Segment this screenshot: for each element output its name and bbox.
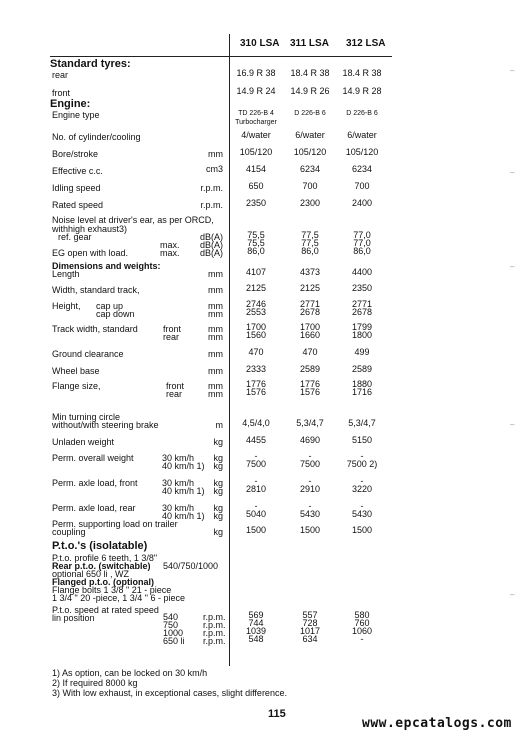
value-cell: 77,0	[353, 230, 371, 240]
row-label: Width, standard track,	[52, 285, 140, 295]
row-label: ref. gear	[58, 232, 92, 242]
value-cell: 2350	[245, 198, 267, 208]
row-label: Length	[52, 269, 80, 279]
pto-line: optional 650 li , WZ	[52, 569, 130, 579]
value-cell: 2678	[299, 307, 321, 317]
pto-line: Rear p.t.o. (switchable)	[52, 561, 151, 571]
row-label: Wheel base	[52, 366, 100, 376]
unit-label: kg	[213, 437, 223, 447]
value-cell: -	[360, 451, 364, 461]
value-cell: 14.9 R 26	[290, 86, 330, 96]
value-cell: D 226-B 6	[346, 110, 378, 117]
value-cell: 760	[354, 618, 370, 628]
value-cell: 1017	[299, 626, 321, 636]
column-header-310: 310 LSA	[240, 38, 280, 49]
value-cell: 6/water	[295, 130, 325, 140]
value-cell: 2910	[299, 484, 321, 494]
value-cell: 1500	[245, 525, 267, 535]
value-cell: 5,3/4,7	[296, 418, 324, 428]
scan-mark: –	[510, 420, 515, 429]
unit-label: mm	[208, 389, 223, 399]
section-title-dimensions: Dimensions and weights:	[52, 261, 161, 271]
value-cell: -	[254, 501, 258, 511]
value-note: Turbocharger	[235, 119, 277, 126]
value-cell: 14.9 R 28	[342, 86, 382, 96]
value-cell: -	[308, 451, 312, 461]
value-cell: 1576	[299, 387, 321, 397]
row-label: P.t.o. speed at rated speed	[52, 605, 159, 615]
value-cell: 4/water	[241, 130, 271, 140]
row-label: Min turning circle	[52, 412, 121, 422]
value-cell: 2400	[351, 198, 373, 208]
value-cell: 2589	[299, 364, 321, 374]
unit-label: mm	[208, 285, 223, 295]
value-cell: 2125	[245, 283, 267, 293]
row-label: Perm. overall weight	[52, 453, 134, 463]
section-title-pto: P.t.o.'s (isolatable)	[52, 540, 148, 552]
value-cell: 1500	[299, 525, 321, 535]
value-cell: 1660	[299, 330, 321, 340]
unit-label: mm	[208, 332, 223, 342]
value-cell: 1776	[299, 379, 321, 389]
scan-mark: –	[510, 262, 515, 271]
value-cell: 1039	[245, 626, 267, 636]
value-cell: 2810	[245, 484, 267, 494]
row-sublabel: 30 km/h	[162, 453, 195, 463]
value-cell: 1700	[245, 322, 267, 332]
row-label: without/with steering brake	[52, 420, 159, 430]
unit-label: kg	[213, 453, 223, 463]
value-cell: 1880	[351, 379, 373, 389]
unit-label: mm	[208, 324, 223, 334]
unit-label: dB(A)	[199, 240, 223, 250]
value-cell: 1716	[351, 387, 373, 397]
value-cell: 2771	[299, 299, 321, 309]
unit-label: r.p.m.	[200, 183, 223, 193]
value-cell: -	[308, 501, 312, 511]
scan-mark: –	[510, 168, 515, 177]
value-cell: 6234	[351, 164, 373, 174]
value-cell: 569	[248, 610, 264, 620]
value-cell: 700	[354, 181, 370, 191]
unit-label: kg	[213, 527, 223, 537]
value-cell: 4455	[245, 435, 267, 445]
row-sublabel: 30 km/h	[162, 478, 195, 488]
row-sublabel: 40 km/h 1)	[162, 461, 205, 471]
value-cell: 1500	[351, 525, 373, 535]
value-cell: 16.9 R 38	[236, 68, 276, 78]
row-label: Perm. axle load, front	[52, 478, 138, 488]
value-cell: 4154	[245, 164, 267, 174]
pto-speed: 1000	[163, 628, 184, 638]
value-cell: 2589	[351, 364, 373, 374]
value-cell: 499	[354, 347, 370, 357]
value-cell: 470	[302, 347, 318, 357]
unit-label: kg	[213, 461, 223, 471]
row-sublabel: 30 km/h	[162, 503, 195, 513]
value-cell: 77,5	[301, 230, 319, 240]
value-cell: 105/120	[293, 147, 327, 157]
value-cell: -	[360, 634, 364, 644]
pto-line: 1 3/4 " 20 -piece, 1 3/4 " 6 - piece	[52, 593, 185, 603]
unit-label: r.p.m.	[200, 200, 223, 210]
value-cell: -	[360, 501, 364, 511]
row-label: Rated speed	[52, 200, 104, 210]
unit-label: mm	[208, 309, 223, 319]
unit-label: mm	[208, 269, 223, 279]
pto-rear-speeds: 540/750/1000	[163, 561, 219, 571]
value-cell: 4107	[245, 267, 267, 277]
value-cell: 7500	[245, 459, 267, 469]
row-label: EG open with load.	[52, 248, 129, 258]
row-sublabel: rear	[163, 332, 180, 342]
value-cell: 1799	[351, 322, 373, 332]
unit-label: mm	[208, 301, 223, 311]
value-cell: 86,0	[301, 246, 319, 256]
value-cell: 3220	[351, 484, 373, 494]
row-sublabel: cap down	[96, 309, 135, 319]
unit-label: m	[215, 420, 223, 430]
value-cell: -	[360, 476, 364, 486]
value-cell: 557	[302, 610, 318, 620]
row-label: Perm. axle load, rear	[52, 503, 136, 513]
value-cell: 1776	[245, 379, 267, 389]
value-cell: 470	[248, 347, 264, 357]
value-cell: 2333	[245, 364, 267, 374]
value-cell: 2300	[299, 198, 321, 208]
pto-line: P.t.o. profile 6 teeth, 1 3/8"	[52, 553, 158, 563]
value-cell: 6/water	[347, 130, 377, 140]
value-cell: 14.9 R 24	[236, 86, 276, 96]
value-cell: 77,5	[301, 238, 319, 248]
unit-label: dB(A)	[199, 232, 223, 242]
value-cell: 5040	[245, 509, 267, 519]
pto-speed: 750	[163, 620, 179, 630]
row-sublabel: max.	[160, 240, 180, 250]
row-label: withhigh exhaust3)	[52, 224, 128, 234]
row-sublabel: 40 km/h 1)	[162, 486, 205, 496]
unit-label: kg	[213, 503, 223, 513]
value-cell: -	[254, 476, 258, 486]
value-cell: 4690	[299, 435, 321, 445]
row-sublabel: rear	[166, 389, 183, 399]
value-cell: 5430	[351, 509, 373, 519]
unit-label: kg	[213, 511, 223, 521]
value-cell: 75,5	[247, 230, 265, 240]
row-label: Bore/stroke	[52, 149, 99, 159]
unit-label: r.p.m.	[203, 636, 226, 646]
row-label: front	[52, 88, 71, 98]
value-cell: 7500 2)	[346, 459, 378, 469]
value-cell: 2771	[351, 299, 373, 309]
row-label: Perm. supporting load on trailer	[52, 519, 178, 529]
pto-line: Flange bolts 1 3/8 " 21 - piece	[52, 585, 172, 595]
row-label: Noise level at driver's ear, as per ORCD,	[52, 215, 214, 225]
value-cell: 728	[302, 618, 318, 628]
section-title-engine: Engine:	[50, 98, 91, 110]
value-cell: 2746	[245, 299, 267, 309]
value-cell: 4373	[299, 267, 321, 277]
row-label: rear	[52, 70, 69, 80]
row-label: No. of cylinder/cooling	[52, 132, 141, 142]
row-sublabel: front	[166, 381, 185, 391]
unit-label: r.p.m.	[203, 612, 226, 622]
value-cell: 18.4 R 38	[342, 68, 382, 78]
row-sublabel: cap up	[96, 301, 124, 311]
row-label: Idling speed	[52, 183, 101, 193]
value-cell: 2125	[299, 283, 321, 293]
unit-label: kg	[213, 486, 223, 496]
unit-label: mm	[208, 149, 223, 159]
value-cell: 5430	[299, 509, 321, 519]
row-sublabel: max.	[160, 248, 180, 258]
value-cell: 6234	[299, 164, 321, 174]
value-cell: 86,0	[353, 246, 371, 256]
value-cell: 2350	[351, 283, 373, 293]
watermark-link[interactable]: www.epcatalogs.com	[362, 716, 512, 731]
pto-speed: 650 li	[163, 636, 185, 646]
value-cell: 2678	[351, 307, 373, 317]
section-title-tyres: Standard tyres:	[50, 58, 131, 70]
row-sublabel: 40 km/h 1)	[162, 511, 205, 521]
value-cell: 86,0	[247, 246, 265, 256]
scan-mark: –	[510, 590, 515, 599]
row-label: lin position	[52, 613, 95, 623]
value-cell: 1560	[245, 330, 267, 340]
value-cell: 580	[354, 610, 370, 620]
unit-label: mm	[208, 381, 223, 391]
value-cell: 105/120	[345, 147, 379, 157]
row-label: Flange size,	[52, 381, 101, 391]
row-label: Unladen weight	[52, 437, 115, 447]
unit-label: kg	[213, 478, 223, 488]
unit-label: r.p.m.	[203, 628, 226, 638]
page-number: 115	[268, 708, 286, 720]
unit-label: r.p.m.	[203, 620, 226, 630]
row-sublabel: front	[163, 324, 182, 334]
value-cell: 105/120	[239, 147, 273, 157]
scan-mark: –	[510, 66, 515, 75]
value-cell: 4,5/4,0	[242, 418, 270, 428]
row-label: coupling	[52, 527, 86, 537]
value-cell: 18.4 R 38	[290, 68, 330, 78]
pto-line: Flanged p.t.o. (optional)	[52, 577, 154, 587]
value-cell: 4400	[351, 267, 373, 277]
row-label: Track width, standard	[52, 324, 138, 334]
row-label: Effective c.c.	[52, 166, 103, 176]
column-header-311: 311 LSA	[290, 38, 329, 49]
pto-speed: 540	[163, 612, 179, 622]
value-cell: 77,0	[353, 238, 371, 248]
row-label: Engine type	[52, 110, 100, 120]
value-cell: 1576	[245, 387, 267, 397]
row-label: Ground clearance	[52, 349, 124, 359]
value-cell: TD 226-B 4	[238, 110, 274, 117]
header-rule	[50, 56, 392, 57]
value-cell: 1060	[351, 626, 373, 636]
value-cell: 650	[248, 181, 264, 191]
value-cell: 2553	[245, 307, 267, 317]
value-cell: 634	[302, 634, 318, 644]
footnote: 1) As option, can be locked on 30 km/h	[52, 668, 208, 678]
value-cell: 548	[248, 634, 264, 644]
value-cell: 744	[248, 618, 264, 628]
column-header-312: 312 LSA	[346, 38, 386, 49]
footnote: 2) If required 8000 kg	[52, 678, 138, 688]
value-cell: -	[308, 476, 312, 486]
value-cell: 1700	[299, 322, 321, 332]
value-cell: 700	[302, 181, 318, 191]
value-cell: 7500	[299, 459, 321, 469]
unit-label: cm3	[205, 164, 223, 174]
value-cell: 75,5	[247, 238, 265, 248]
unit-label: mm	[208, 366, 223, 376]
value-cell: 5,3/4,7	[348, 418, 376, 428]
unit-label: dB(A)	[199, 248, 223, 258]
footnote: 3) With low exhaust, in exceptional cases, slight difference.	[52, 688, 287, 698]
row-label: Height,	[52, 301, 81, 311]
value-cell: 5150	[351, 435, 373, 445]
value-cell: -	[254, 451, 258, 461]
value-cell: D 226-B 6	[294, 110, 326, 117]
unit-label: mm	[208, 349, 223, 359]
value-cell: 1800	[351, 330, 373, 340]
